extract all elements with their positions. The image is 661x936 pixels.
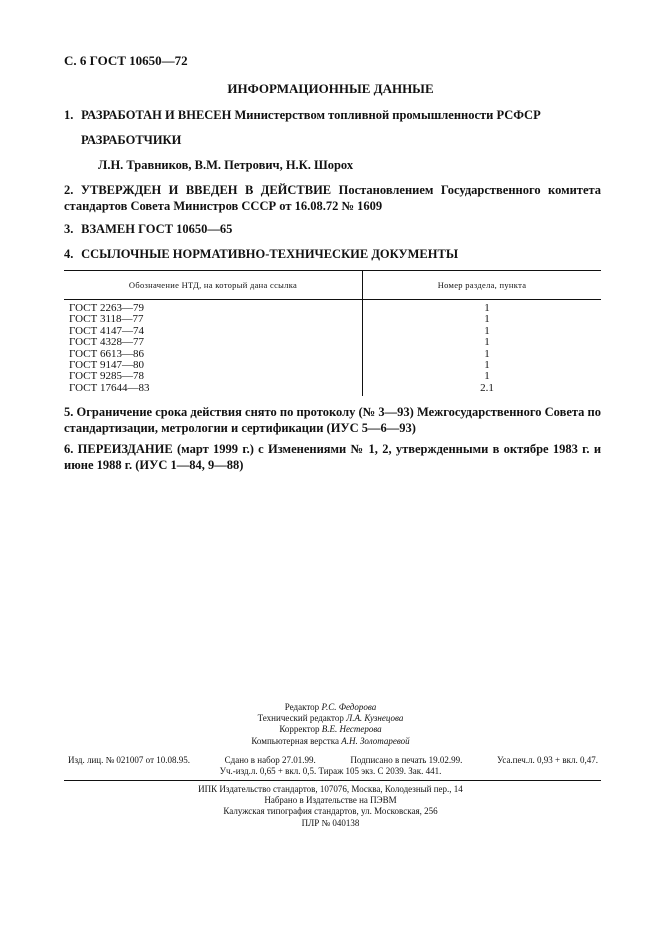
editor-label: Редактор xyxy=(284,702,320,712)
table-cell-section: 2.1 xyxy=(480,381,494,394)
print-details-line-1 xyxy=(68,755,598,766)
item-2-heading: УТВЕРЖДЕН И ВВЕДЕН В ДЕЙСТВИЕ xyxy=(80,183,332,197)
corrector-name: В.Е. Нестерова xyxy=(321,724,382,735)
developers-label: РАЗРАБОТЧИКИ xyxy=(81,133,182,147)
item-1-text: Министерством топливной промышленности РСФСР xyxy=(234,108,541,122)
item-4 xyxy=(64,246,601,262)
item-3-number: 3. xyxy=(64,222,74,236)
publisher-line: ИПК Издательство стандартов, 107076, Москва, Колодезный пер., 14 xyxy=(198,784,463,794)
table-row xyxy=(64,314,601,325)
page-header: С. 6 ГОСТ 10650—72 xyxy=(64,53,188,68)
print-details-line-2: Уч.-изд.л. 0,65 + вкл. 0,5. Тираж 105 экз. С 2039. Зак. 441. xyxy=(219,766,442,776)
typeset-line: Набрано в Издательстве на ПЭВМ xyxy=(264,795,397,806)
item-1-heading: РАЗРАБОТАН И ВНЕСЕН xyxy=(81,108,232,122)
developers-names: Л.Н. Травников, В.М. Петрович, Н.К. Шорох xyxy=(98,158,354,172)
table-header-row xyxy=(64,271,601,300)
item-5-text: Ограничение срока действия снято по протоколу (№ 3—93) Межгосударственного Совета по стандартизации, метрологии и сертификации (ИУС 5—6—93) xyxy=(64,405,602,435)
table-cell-document: ГОСТ 3118—77 xyxy=(64,314,363,325)
table-cell-section: 1 xyxy=(484,302,490,314)
item-6-text: (март 1999 г.) с Изменениями № 1, 2, утвержденными в октябре 1983 г. и июне 1988 г. (ИУС 1—84, 9—88) xyxy=(64,442,602,472)
table-cell-document: ГОСТ 17644—83 xyxy=(64,383,363,396)
item-2 xyxy=(64,182,601,214)
table-row xyxy=(64,326,601,337)
table-row xyxy=(64,383,601,396)
section-title: ИНФОРМАЦИОННЫЕ ДАННЫЕ xyxy=(227,81,434,96)
table-cell-section: 1 xyxy=(484,324,490,337)
table-row xyxy=(64,300,601,315)
item-5-number: 5. xyxy=(64,405,74,419)
plr-line: ПЛР № 040138 xyxy=(301,817,360,828)
typeset-date: Сдано в набор 27.01.99. xyxy=(224,755,316,765)
table-cell-section: 1 xyxy=(484,336,490,349)
table-row xyxy=(64,360,601,371)
item-2-number: 2. xyxy=(64,183,74,197)
item-6-number: 6. xyxy=(64,442,74,456)
table-cell-document: ГОСТ 6613—86 xyxy=(64,349,363,360)
table-cell-document: ГОСТ 4328—77 xyxy=(64,337,363,348)
item-6-heading: ПЕРЕИЗДАНИЕ xyxy=(77,442,173,456)
printer-line: Калужская типография стандартов, ул. Московская, 256 xyxy=(223,806,438,817)
table-row xyxy=(64,349,601,360)
tech-editor-label: Технический редактор xyxy=(257,713,344,724)
item-1 xyxy=(64,107,601,123)
table-cell-document: ГОСТ 9147—80 xyxy=(64,360,363,371)
table-cell-section: 1 xyxy=(484,370,490,383)
item-1-number: 1. xyxy=(64,108,74,122)
table-cell-section: 1 xyxy=(484,347,490,360)
tech-editor-name: Л.А. Кузнецова xyxy=(346,713,404,724)
item-4-heading: ССЫЛОЧНЫЕ НОРМАТИВНО-ТЕХНИЧЕСКИЕ ДОКУМЕНТЫ xyxy=(81,247,459,261)
table-header-section: Номер раздела, пункта xyxy=(363,271,602,300)
item-4-number: 4. xyxy=(64,247,74,261)
corrector-line xyxy=(0,724,661,735)
editor-name: Р.С. Федорова xyxy=(321,702,377,712)
editor-line xyxy=(0,702,661,713)
item-5 xyxy=(64,404,601,436)
print-sign-date: Подписано в печать 19.02.99. xyxy=(350,755,463,765)
imprint-editors xyxy=(0,702,661,747)
license-info: Изд. лиц. № 021007 от 10.08.95. xyxy=(68,755,190,765)
layout-line xyxy=(0,736,661,747)
corrector-label: Корректор xyxy=(279,724,320,735)
print-sheets: Уса.печ.л. 0,93 + вкл. 0,47. xyxy=(497,755,598,765)
table-cell-section: 1 xyxy=(484,359,490,372)
item-2-text: Постановлением Государственного комитета стандартов Совета Министров СССР от 16.08.72 № 1609 xyxy=(64,183,602,213)
item-3-heading: ВЗАМЕН ГОСТ 10650—65 xyxy=(81,222,233,236)
imprint-divider xyxy=(64,780,601,781)
layout-name: А.Н. Золотаревой xyxy=(341,735,410,746)
table-row xyxy=(64,337,601,348)
table-cell-document: ГОСТ 4147—74 xyxy=(64,326,363,337)
item-3 xyxy=(64,221,601,237)
table-cell-document: ГОСТ 9285—78 xyxy=(64,371,363,382)
tech-editor-line xyxy=(0,713,661,724)
table-cell-section: 1 xyxy=(484,313,490,326)
table-cell-document: ГОСТ 2263—79 xyxy=(64,300,363,315)
publisher-block xyxy=(0,784,661,829)
layout-label: Компьютерная верстка xyxy=(251,735,339,746)
item-6 xyxy=(64,441,601,473)
references-table xyxy=(64,270,601,396)
table-header-document: Обозначение НТД, на который дана ссылка xyxy=(64,271,363,300)
